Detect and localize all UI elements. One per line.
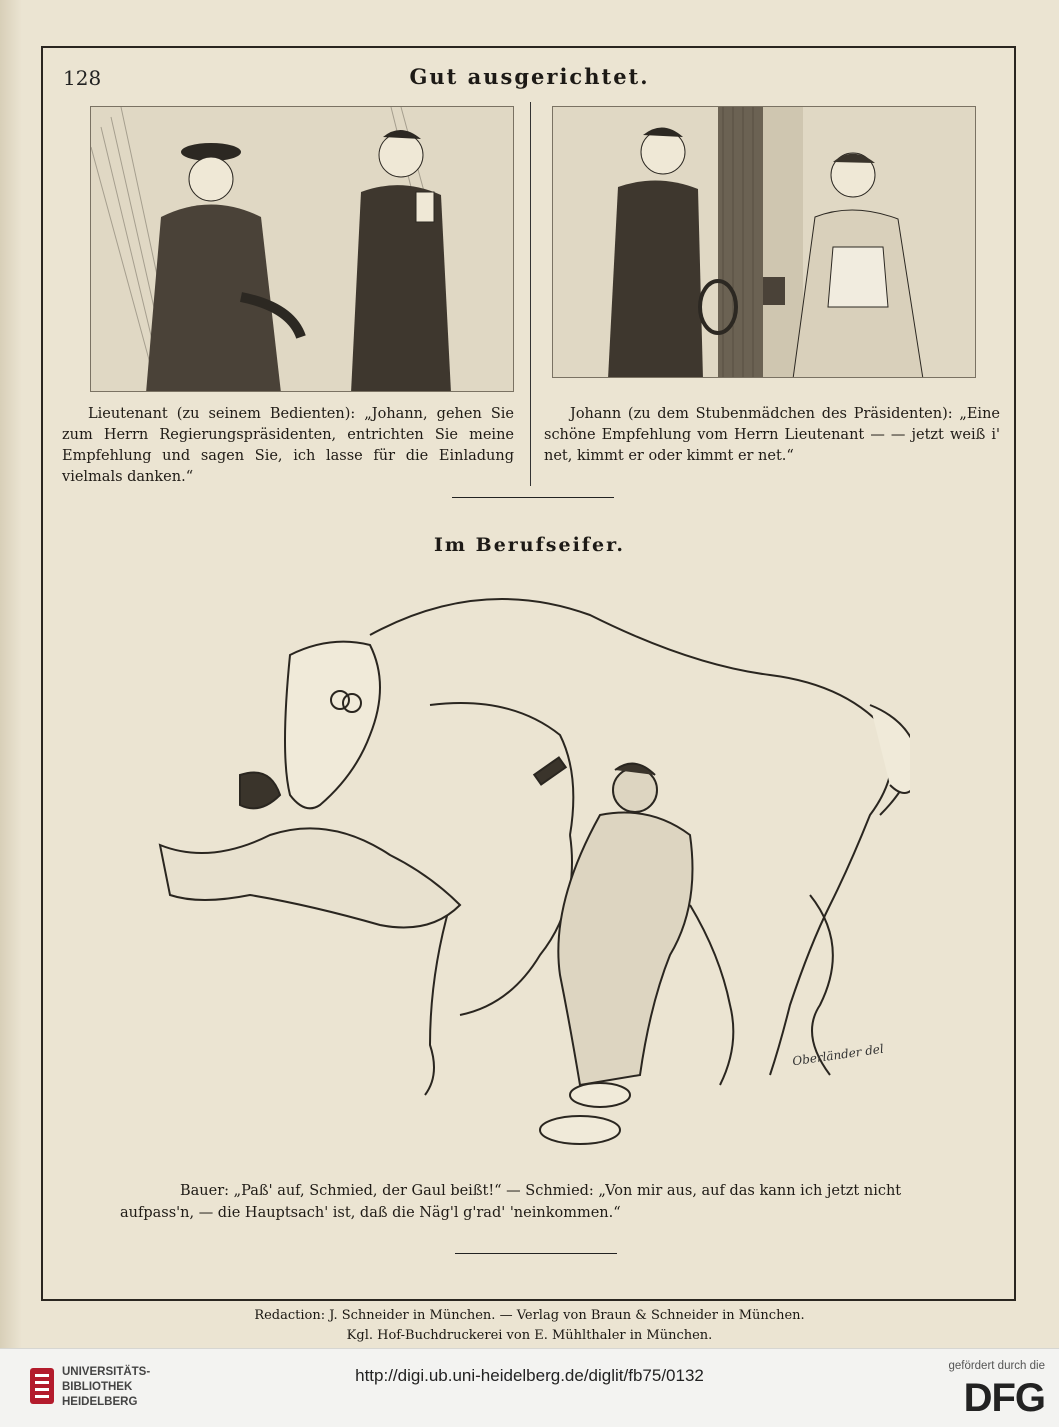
illustration-servant-and-maid: [552, 106, 976, 378]
artist-signature: Oberländer del: [791, 1041, 885, 1069]
cartoon-title: Gut ausgerichtet.: [409, 64, 650, 89]
bottom-caption: Bauer: „Paß' auf, Schmied, der Gaul beißt!“ — Schmied: „Von mir aus, auf das kann ich jetzt nicht aufpass'n, — die Hauptsach' ist, daß die Näg'l g'rad' 'neinkommen.“: [120, 1183, 902, 1221]
institution-line-2: BIBLIOTHEK: [62, 1381, 133, 1393]
illustration-lieutenant-and-servant: [90, 106, 514, 392]
imprint-line-2: Kgl. Hof-Buchdruckerei von E. Mühlthaler in München.: [346, 1328, 713, 1343]
second-cartoon-title: Im Berufseifer.: [434, 534, 625, 556]
right-caption: Johann (zu dem Stubenmädchen des Präsidenten): „Eine schöne Empfehlung vom Herrn Lieutenant — — jetzt weiß i' net, kimmt er oder kimmt er net.“: [544, 406, 1000, 464]
page-gutter-shadow: [0, 0, 22, 1348]
dfg-logo[interactable]: DFG: [963, 1376, 1045, 1420]
source-url-link[interactable]: http://digi.ub.uni-heidelberg.de/diglit/fb75/0132: [355, 1366, 704, 1385]
sponsor-label: gefördert durch die: [948, 1360, 1045, 1372]
imprint-line-1: Redaction: J. Schneider in München. — Verlag von Braun & Schneider in München.: [254, 1308, 805, 1323]
page-number: 128: [63, 66, 102, 90]
institution-line-3: HEIDELBERG: [62, 1396, 138, 1408]
viewer-footer-bar: [0, 1348, 1059, 1427]
institution-line-1: UNIVERSITÄTS-: [62, 1366, 151, 1378]
illustration-horse-and-blacksmith: [130, 575, 910, 1170]
column-divider: [530, 102, 531, 486]
lower-section-rule: [455, 1253, 617, 1254]
section-rule: [452, 497, 614, 498]
left-caption: Lieutenant (zu seinem Bedienten): „Johann, gehen Sie zum Herrn Regierungspräsidenten, entrichten Sie meine Empfehlung und sagen Sie, ich lasse für die Einladung vielmals danken.“: [62, 406, 514, 485]
